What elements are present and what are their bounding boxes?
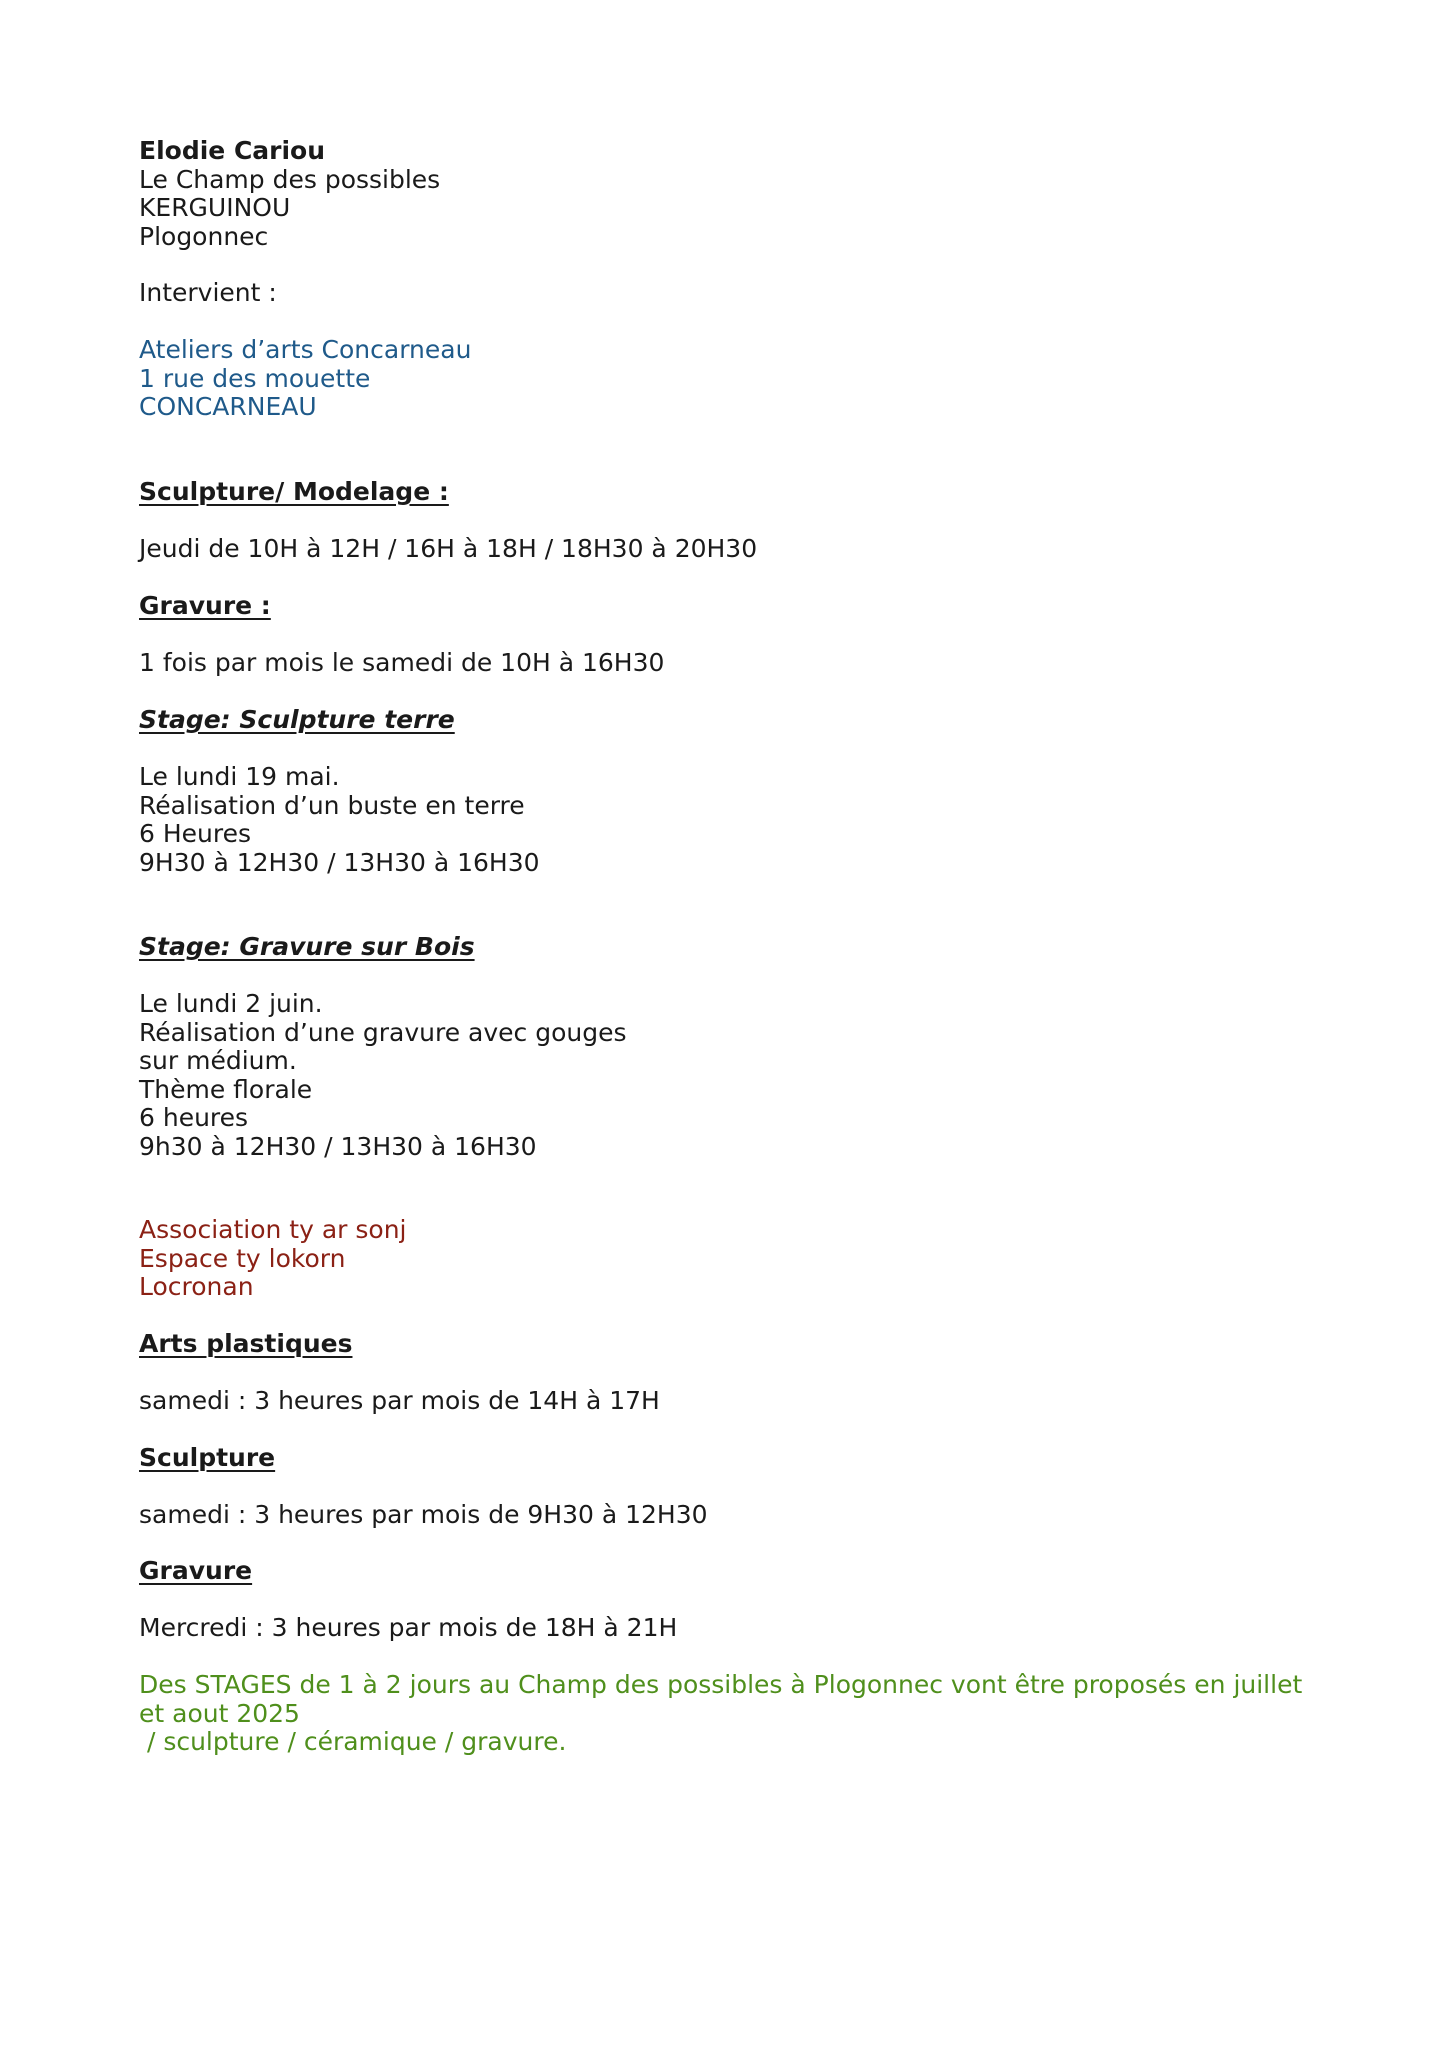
workshop-details — [139, 763, 540, 877]
venue-line: Espace ty lokorn — [139, 1243, 346, 1273]
detail-line: 6 Heures — [139, 819, 252, 848]
section-heading: Sculpture — [139, 1443, 276, 1472]
detail-line: Le lundi 19 mai. — [139, 762, 340, 791]
venue-line: 1 rue des mouette — [139, 363, 371, 393]
venue-line: Locronan — [139, 1272, 254, 1301]
detail-line: Le lundi 2 juin. — [139, 989, 323, 1018]
detail-line: Réalisation d’une gravure avec gouges — [139, 1017, 627, 1047]
section-heading: Stage: Sculpture terre — [139, 705, 455, 734]
detail-line: 6 heures — [139, 1103, 249, 1132]
section-heading: Arts plastiques — [139, 1329, 353, 1358]
detail-line: Thème florale — [139, 1074, 313, 1104]
address-line: Le Champ des possibles — [139, 164, 441, 194]
venue-line: Ateliers d’arts Concarneau — [139, 335, 472, 364]
section-heading: Sculpture/ Modelage : — [139, 477, 449, 506]
schedule-line: samedi : 3 heures par mois de 9H30 à 12H30 — [139, 1500, 708, 1529]
summer-workshops-note — [139, 1671, 1302, 1757]
workshop-details — [139, 990, 627, 1161]
address-line: Plogonnec — [139, 221, 269, 251]
schedule-line: Jeudi de 10H à 12H / 16H à 18H / 18H30 à 20H30 — [139, 534, 758, 563]
detail-line: sur médium. — [139, 1046, 297, 1075]
schedule-line: samedi : 3 heures par mois de 14H à 17H — [139, 1386, 660, 1415]
venue-1-address — [139, 336, 471, 422]
detail-line: 9H30 à 12H30 / 13H30 à 16H30 — [139, 847, 540, 877]
note-line: / sculpture / céramique / gravure. — [139, 1727, 567, 1756]
venue-line: Association ty ar sonj — [139, 1215, 407, 1244]
venue-2-address — [139, 1216, 407, 1302]
schedule-line: Mercredi : 3 heures par mois de 18H à 21H — [139, 1613, 678, 1642]
intro-text: Intervient : — [139, 278, 277, 307]
venue-line: CONCARNEAU — [139, 392, 317, 421]
detail-line: 9h30 à 12H30 / 13H30 à 16H30 — [139, 1131, 537, 1161]
section-heading: Stage: Gravure sur Bois — [139, 932, 475, 961]
contact-block — [139, 137, 440, 251]
section-heading: Gravure — [139, 1556, 253, 1585]
section-heading: Gravure : — [139, 591, 271, 620]
detail-line: Réalisation d’un buste en terre — [139, 790, 525, 820]
schedule-line: 1 fois par mois le samedi de 10H à 16H30 — [139, 648, 665, 677]
author-name: Elodie Cariou — [139, 136, 326, 165]
note-line: Des STAGES de 1 à 2 jours au Champ des possibles à Plogonnec vont être proposés en juillet — [139, 1670, 1303, 1699]
note-line: et aout 2025 — [139, 1698, 300, 1728]
address-line: KERGUINOU — [139, 193, 291, 222]
